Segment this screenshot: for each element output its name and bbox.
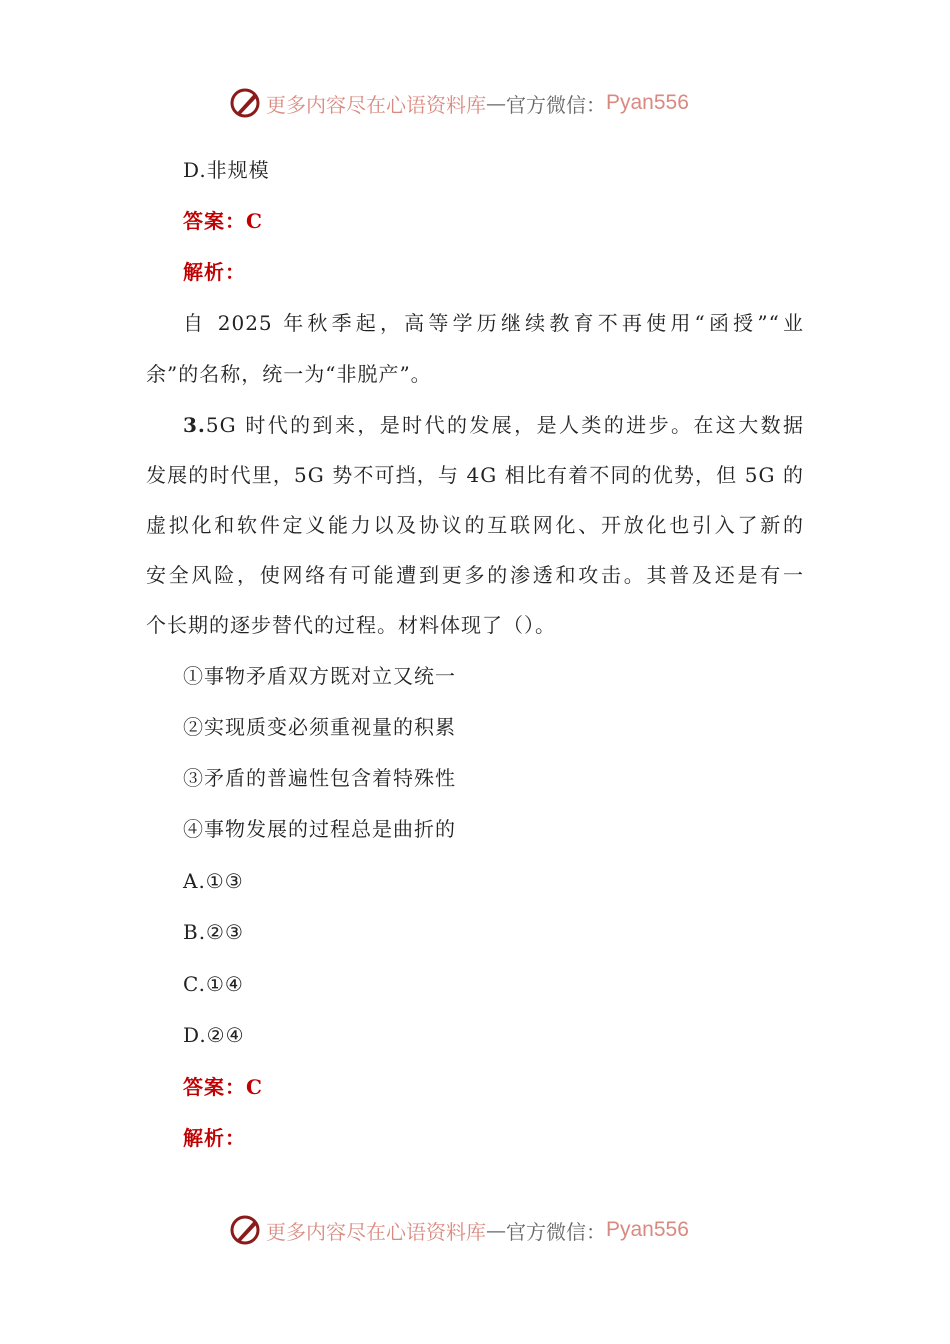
prev-analysis-line: 自 2025 年秋季起，高等学历继续教育不再使用“函授”“业	[183, 311, 804, 335]
header-watermark	[228, 83, 689, 123]
watermark-sep: —	[486, 1218, 506, 1242]
q3-option-b: B.②③	[183, 920, 244, 944]
q3-option-a: A.①③	[183, 869, 244, 893]
prev-analysis-label: 解析：	[183, 260, 246, 284]
prev-analysis-line: 余”的名称，统一为“非脱产”。	[146, 362, 432, 386]
q3-statement: ②实现质变必须重视量的积累	[183, 715, 456, 739]
pen-logo-icon	[228, 86, 262, 120]
q3-stem-line: 虚拟化和软件定义能力以及协议的互联网化、开放化也引入了新的	[146, 513, 804, 537]
q3-option-c: C.①④	[183, 972, 244, 996]
q3-stem-line: 发展的时代里，5G 势不可挡，与 4G 相比有着不同的优势，但 5G 的	[146, 463, 804, 487]
pen-logo-icon	[228, 1213, 262, 1247]
q3-stem-line: 个长期的逐步替代的过程。材料体现了（）。	[146, 613, 556, 637]
q3-statement: ①事物矛盾双方既对立又统一	[183, 664, 456, 688]
q3-statement: ④事物发展的过程总是曲折的	[183, 817, 456, 841]
watermark-sep: —	[486, 91, 506, 115]
watermark-text: 更多内容尽在心语资料库	[266, 92, 486, 117]
q3-answer: 答案：C	[183, 1075, 263, 1099]
q3-stem-line: 安全风险，使网络有可能遭到更多的渗透和攻击。其普及还是有一	[146, 563, 804, 587]
watermark-wechat-id: Pyan556	[606, 91, 689, 114]
watermark-wechat-id: Pyan556	[606, 1218, 689, 1241]
footer-watermark	[228, 1210, 689, 1250]
q3-statement: ③矛盾的普遍性包含着特殊性	[183, 766, 456, 790]
watermark-wechat-label: 官方微信：	[506, 1219, 606, 1244]
q3-stem-line	[183, 412, 804, 438]
q3-number: 3.	[183, 413, 206, 437]
prev-option-d: D.非规模	[183, 158, 270, 182]
q3-option-d: D.②④	[183, 1023, 245, 1047]
watermark-text: 更多内容尽在心语资料库	[266, 1219, 486, 1244]
q3-stem-text: 5G 时代的到来，是时代的发展，是人类的进步。在这大数据	[205, 413, 804, 437]
prev-answer: 答案：C	[183, 209, 263, 233]
q3-analysis-label: 解析：	[183, 1126, 246, 1150]
watermark-wechat-label: 官方微信：	[506, 92, 606, 117]
